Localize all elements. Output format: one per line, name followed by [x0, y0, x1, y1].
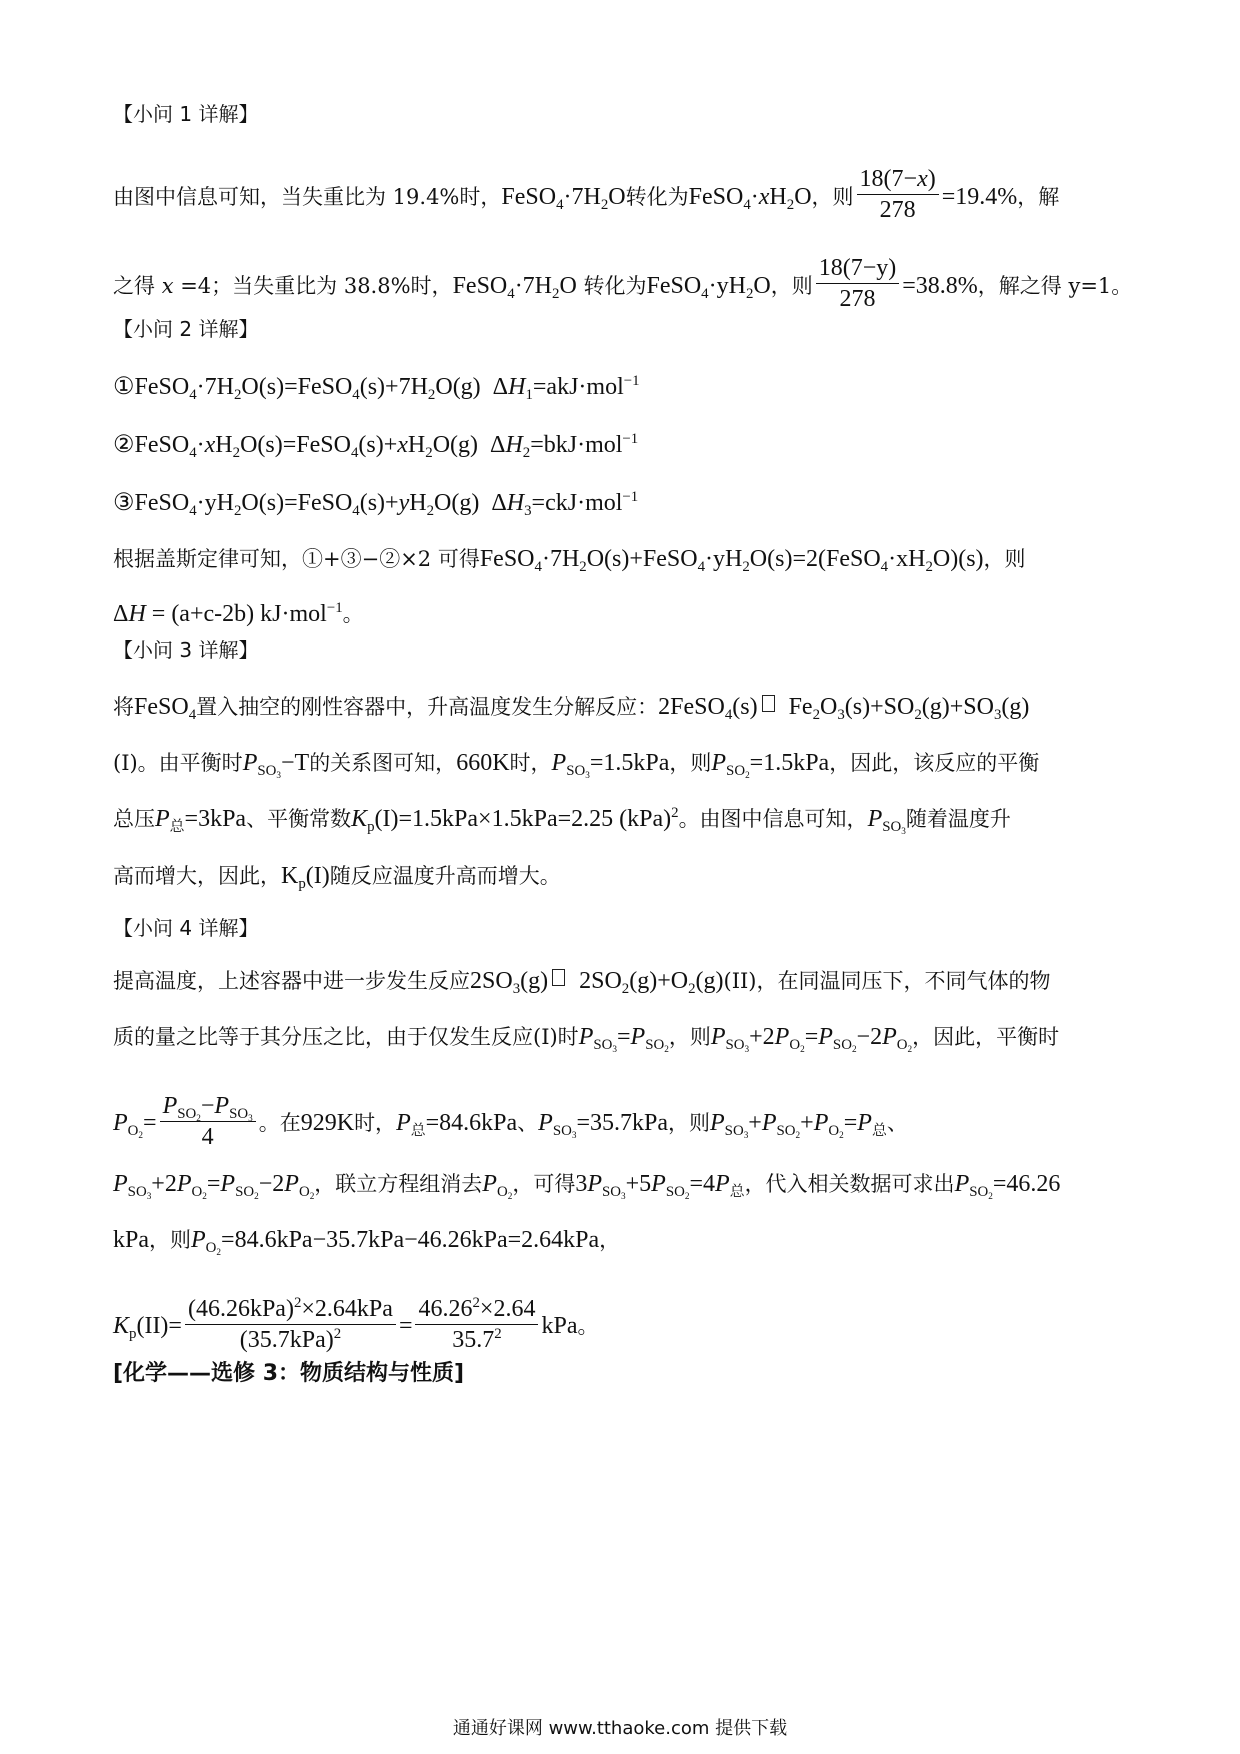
- q3-line-3: 总压$P_总=3kPa$、平衡常数$K_p(I)=1.5kPa\times 1.5kPa=2.25$ (kPa)$^2$。由图中信息可知，$P_{SO_3}$随着温度升: [113, 805, 1011, 837]
- q1-line-1: 由图中信息可知，当失重比为 19.4%时，$FeSO_4\cdot 7H_2O$转化为$FeSO_4\cdot xH_2O$，则 $\frac{18(7-x)}{278}$ =19.4%，解: [113, 166, 1060, 223]
- heading-q3: 【小问 3 详解】: [113, 638, 259, 662]
- q3-line-1: 将FeSO$_4$置入抽空的刚性容器中，升高温度发生分解反应：2FeSO$_4$(s) $Fe_2O_3(s)+SO_2(g)+SO_3(g)$: [113, 694, 1030, 724]
- heading-q2: 【小问 2 详解】: [113, 317, 259, 341]
- kp-formula: $K_p(II)=$ $\frac{(46.26kPa)^2\times 2.64kPa}{(35.7kPa)^2}$ = $\frac{46.26^2\times 2.64}{35.7^2}$ kPa。: [113, 1295, 599, 1353]
- equation-1: $①FeSO_4\cdot 7H_2O(s)=FeSO_4(s)+7H_2O(g)$ $\Delta H_1=akJ\cdot mol^{-1}$: [113, 373, 640, 404]
- equation-3: $③FeSO_4\cdot yH_2O(s)=FeSO_4(s)+yH_2O(g)$ $\Delta H_3=ckJ\cdot mol^{-1}$: [113, 489, 639, 520]
- q4-line-1: 提高温度，上述容器中进一步发生反应$2SO_3(g)$ $2SO_2(g)+O_2(g)(II)$，在同温同压下，不同气体的物: [113, 968, 1051, 998]
- footer-text: 通通好课网 www.tthaoke.com 提供下载: [452, 1718, 788, 1739]
- q4-line-5: kPa，则$P_{O_2}=84.6kPa-35.7kPa-46.26kPa=2.64kPa$，: [113, 1227, 621, 1258]
- hess-line-2: ΔH = (a+c-2b) kJ·mol$^{-1}$。: [113, 600, 364, 627]
- q3-line-4: 高而增大，因此，$K_p(I)$随反应温度升高而增大。: [113, 863, 561, 893]
- section-heading: [化学——选修 3：物质结构与性质]: [113, 1361, 465, 1386]
- q4-line-3: $P_{O_2}=$ $\frac{P_{SO_2}-P_{SO_3}}{4}$ 。在929K时，$P_总=84.6kPa$、$P_{SO_3}=35.7kPa$，则$P_{SO_3}+P_{SO_2}+P_{O_2}=P_总$、: [113, 1093, 908, 1150]
- heading-q1: 【小问 1 详解】: [113, 102, 259, 126]
- hess-line-1: 根据盖斯定律可知，①+③−②×2 可得$FeSO_4\cdot 7H_2O(s)+FeSO_4\cdot yH_2O(s)=2(FeSO_4\cdot xH_2O)(s)$，则: [113, 546, 1026, 576]
- q4-line-2: 质的量之比等于其分压之比，由于仅发生反应(I)时$P_{SO_3}=P_{SO_2}$，则$P_{SO_3}+2P_{O_2}=P_{SO_2}-2P_{O_2}$，因此，平衡时: [113, 1024, 1060, 1055]
- heading-q4: 【小问 4 详解】: [113, 916, 259, 940]
- q1-line-2: 之得 x =4；当失重比为 38.8%时，$FeSO_4\cdot 7H_2O$ 转化为$FeSO_4\cdot yH_2O$，则 $\frac{18(7-y)}{278}$ =38.8%，解之得 y=1。: [113, 255, 1133, 312]
- q3-line-2: (I)。由平衡时$P_{SO_3}-T$的关系图可知，660K时，$P_{SO_3}=1.5kPa$，则$P_{SO_2}=1.5kPa$，因此，该反应的平衡: [113, 750, 1040, 781]
- q4-line-4: $P_{SO_3}+2P_{O_2}=P_{SO_2}-2P_{O_2}$，联立方程组消去$P_{O_2}$，可得$3P_{SO_3}+5P_{SO_2}=4P_总$，代入相关数据可求出$P_{SO_2}=46.26$: [113, 1171, 1061, 1202]
- equation-2: $②FeSO_4\cdot xH_2O(s)=FeSO_4(s)+xH_2O(g)$ $\Delta H_2=bkJ\cdot mol^{-1}$: [113, 431, 639, 462]
